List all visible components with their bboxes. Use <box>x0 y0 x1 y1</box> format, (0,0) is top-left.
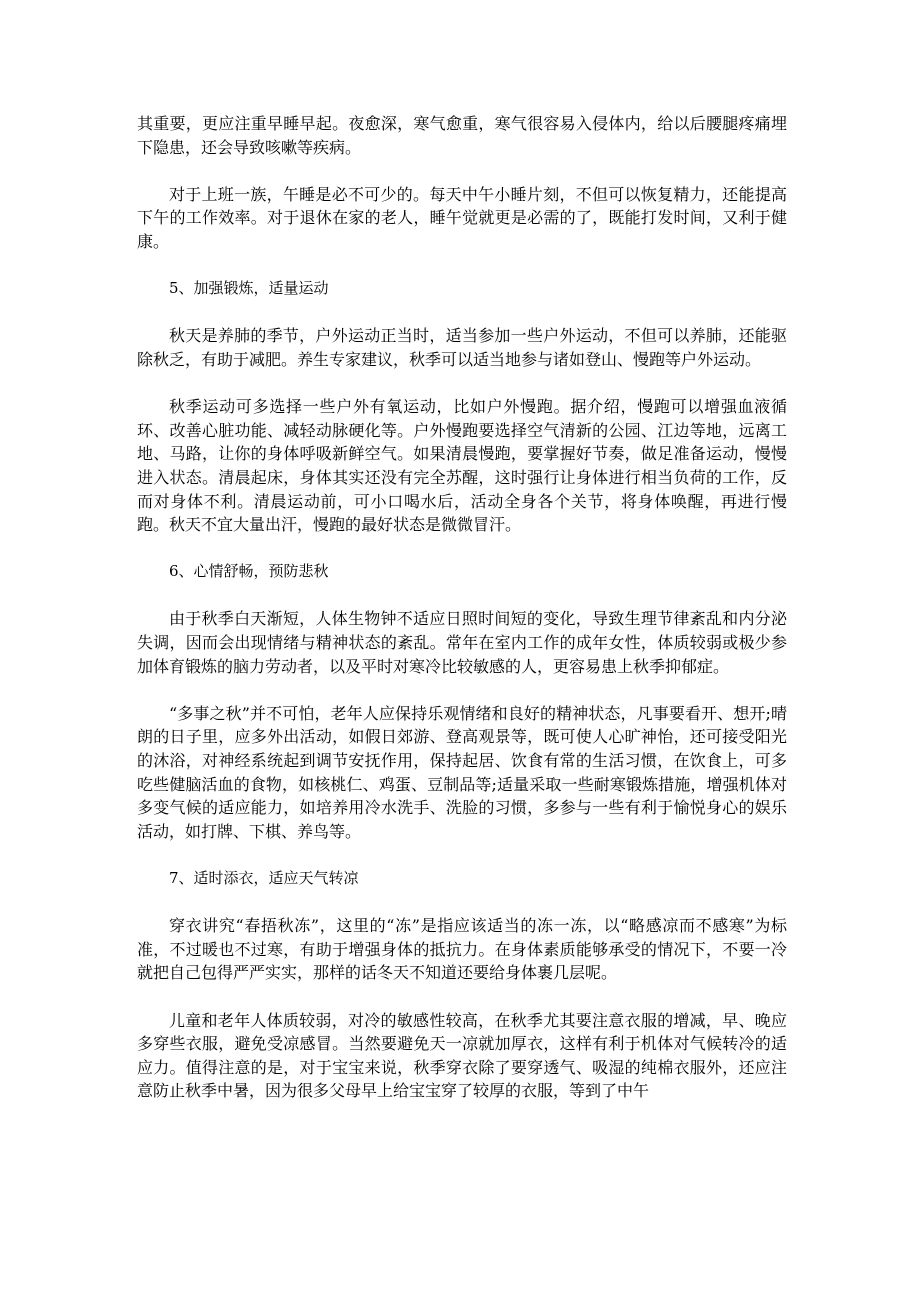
paragraph-spring-cover-autumn-freeze: 穿衣讲究“春捂秋冻”，这里的“冻”是指应该适当的冻一冻，以“略感凉而不感寒”为标准，不过暖也不过寒，有助于增强身体的抵抗力。在身体素质能够承受的情况下，不要一冷就把自己包得严严实实，那样的话冬天不知道还要给身体裹几层呢。 <box>137 916 787 983</box>
section-heading-clothing: 7、适时添衣，适应天气转凉 <box>169 869 359 887</box>
paragraph-nap: 对于上班一族，午睡是必不可少的。每天中午小睡片刻，不但可以恢复精力，还能提高下午的工作效率。对于退休在家的老人，睡午觉就更是必需的了，既能打发时间，又利于健康。 <box>137 184 787 251</box>
paragraph-children-elderly: 儿童和老年人体质较弱，对冷的敏感性较高，在秋季尤其要注意衣服的增减，早、晚应多穿些衣服，避免受凉感冒。当然要避免天一凉就加厚衣，这样有利于机体对气候转冷的适应力。值得注意的是，对于宝宝来说，秋季穿衣除了要穿透气、吸湿的纯棉衣服外，还应注意防止秋季中暑，因为很多父母早上给宝宝穿了较厚的衣服，等到了中午 <box>137 1010 787 1101</box>
document-body <box>137 112 787 1127</box>
section-heading-exercise: 5、加强锻炼，适量运动 <box>169 279 329 298</box>
paragraph-autumn-depression: 由于秋季白天渐短，人体生物钟不适应日照时间短的变化，导致生理节律紊乱和内分泌失调，因而会出现情绪与精神状态的紊乱。常年在室内工作的成年女性，体质较弱或极少参加体育锻炼的脑力劳动者，以及平时对寒冷比较敏感的人，更容易患上秋季抑郁症。 <box>137 609 787 676</box>
paragraph-sleep-early: 其重要，更应注重早睡早起。夜愈深，寒气愈重，寒气很容易入侵体内，给以后腰腿疼痛埋下隐患，还会导致咳嗽等疾病。 <box>137 114 787 157</box>
paragraph-optimism: “多事之秋”并不可怕，老年人应保持乐观情绪和良好的精神状态，凡事要看开、想开;晴朗的日子里，应多外出活动，如假日郊游、登高观景等，既可使人心旷神怡，还可接受阳光的沐浴，对神经系统起到调节安抚作用，保持起居、饮食有常的生活习惯，在饮食上，可多吃些健脑活血的食物，如核桃仁、鸡蛋、豆制品等;适量采取一些耐寒锻炼措施，增强机体对多变气候的适应能力，如培养用冷水洗手、洗脸的习惯，多参与一些有利于愉悦身心的娱乐活动，如打牌、下棋、养鸟等。 <box>137 703 787 841</box>
paragraph-jogging: 秋季运动可多选择一些户外有氧运动，比如户外慢跑。据介绍，慢跑可以增强血液循环、改善心脏功能、减轻动脉硬化等。户外慢跑要选择空气清新的公园、江边等地，远离工地、马路，让你的身体呼吸新鲜空气。如果清晨慢跑，要掌握好节奏，做足准备运动，慢慢进入状态。清晨起床，身体其实还没有完全苏醒，这时强行让身体进行相当负荷的工作，反而对身体不利。清晨运动前，可小口喝水后，活动全身各个关节，将身体唤醒，再进行慢跑。秋天不宜大量出汗，慢跑的最好状态是微微冒汗。 <box>137 397 787 535</box>
section-heading-mood: 6、心情舒畅，预防悲秋 <box>169 562 329 581</box>
paragraph-outdoor-exercise: 秋天是养肺的季节，户外运动正当时，适当参加一些户外运动，不但可以养肺，还能驱除秋乏，有助于减肥。养生专家建议，秋季可以适当地参与诸如登山、慢跑等户外运动。 <box>137 326 787 369</box>
